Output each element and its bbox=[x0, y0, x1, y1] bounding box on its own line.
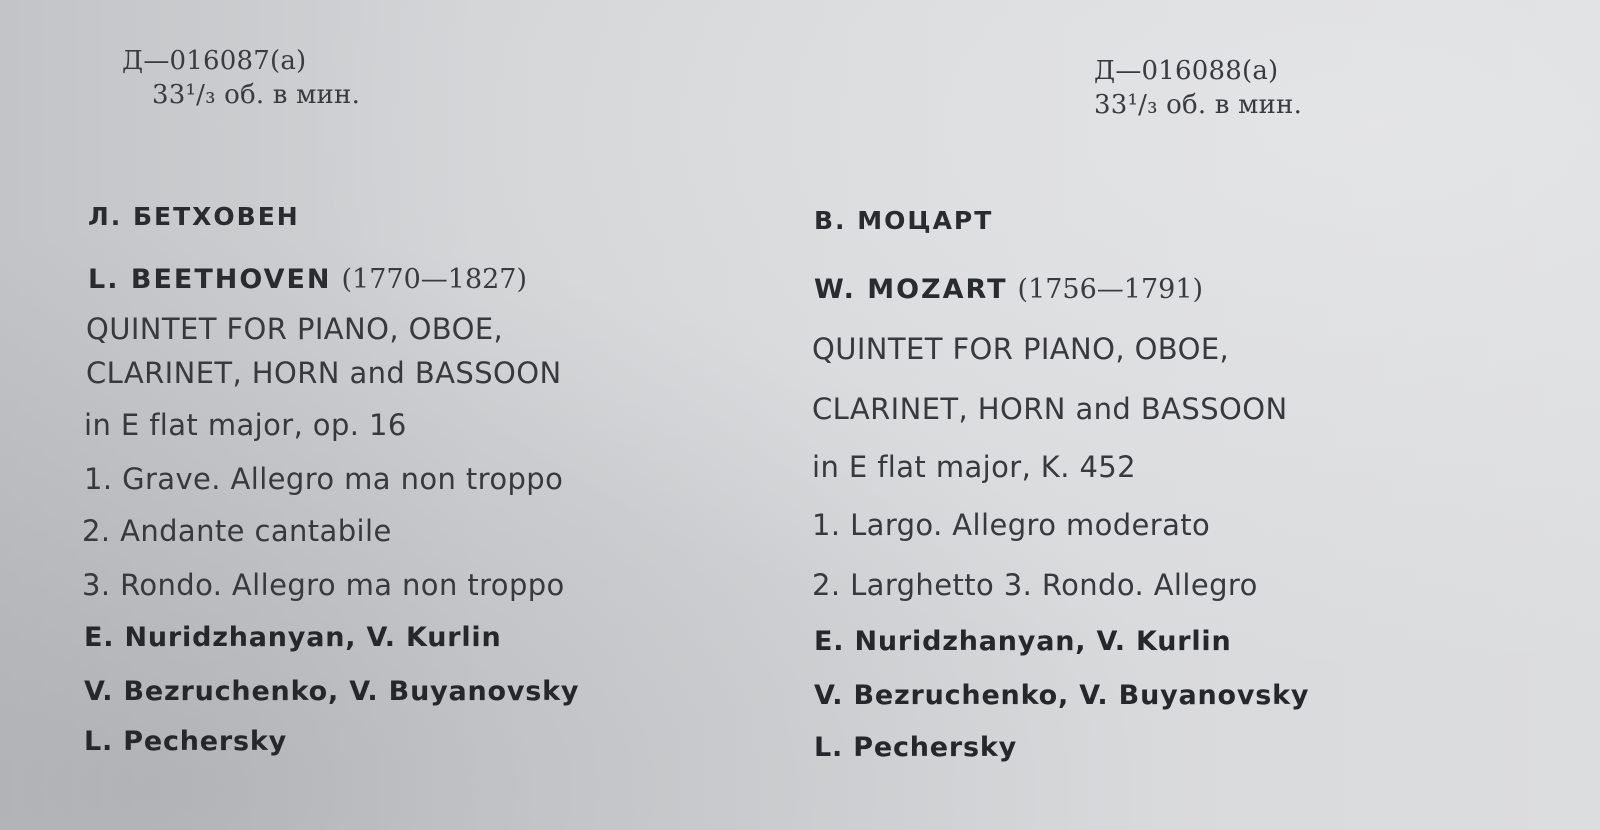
speed-left: 33¹/₃ об. в мин. bbox=[152, 80, 361, 110]
catalog-number-right: Д—016088(а) bbox=[1094, 56, 1279, 86]
performers-3-right: L. Pechersky bbox=[814, 732, 1018, 763]
composer-russian-left: Л. БЕТХОВЕН bbox=[88, 202, 300, 231]
speed-right: 33¹/₃ об. в мин. bbox=[1094, 90, 1303, 120]
movement-1-left: 1. Grave. Allegro ma non troppo bbox=[84, 462, 564, 496]
composer-english-right: W. MOZART bbox=[814, 274, 1008, 305]
work-key-left: in E flat major, op. 16 bbox=[84, 408, 407, 442]
composer-heading-right bbox=[814, 274, 1203, 305]
movement-1-right: 1. Largo. Allegro moderato bbox=[812, 508, 1211, 542]
catalog-block-right bbox=[1094, 54, 1302, 122]
catalog-block-left bbox=[122, 44, 360, 112]
performers-2-left: V. Bezruchenko, V. Buyanovsky bbox=[84, 676, 580, 707]
work-title-line-2-left: CLARINET, HORN and BASSOON bbox=[86, 356, 562, 390]
movement-2-right: 2. Larghetto 3. Rondo. Allegro bbox=[812, 568, 1258, 602]
work-title-line-1-right: QUINTET FOR PIANO, OBOE, bbox=[812, 332, 1230, 366]
catalog-number-left: Д—016087(а) bbox=[122, 46, 307, 76]
performers-3-left: L. Pechersky bbox=[84, 726, 288, 757]
movement-3-left: 3. Rondo. Allegro ma non troppo bbox=[82, 568, 565, 602]
composer-heading-left bbox=[88, 264, 527, 295]
composer-russian-right: В. МОЦАРТ bbox=[814, 206, 994, 235]
movement-2-left: 2. Andante cantabile bbox=[82, 514, 392, 548]
work-title-line-2-right: CLARINET, HORN and BASSOON bbox=[812, 392, 1288, 426]
composer-years-right: (1756—1791) bbox=[1017, 274, 1204, 305]
performers-1-left: E. Nuridzhanyan, V. Kurlin bbox=[84, 622, 502, 653]
work-key-right: in E flat major, K. 452 bbox=[812, 450, 1137, 484]
performers-1-right: E. Nuridzhanyan, V. Kurlin bbox=[814, 626, 1232, 657]
composer-years-left: (1770—1827) bbox=[341, 264, 528, 295]
work-title-line-1-left: QUINTET FOR PIANO, OBOE, bbox=[86, 312, 504, 346]
composer-english-left: L. BEETHOVEN bbox=[88, 264, 332, 295]
performers-2-right: V. Bezruchenko, V. Buyanovsky bbox=[814, 680, 1310, 711]
